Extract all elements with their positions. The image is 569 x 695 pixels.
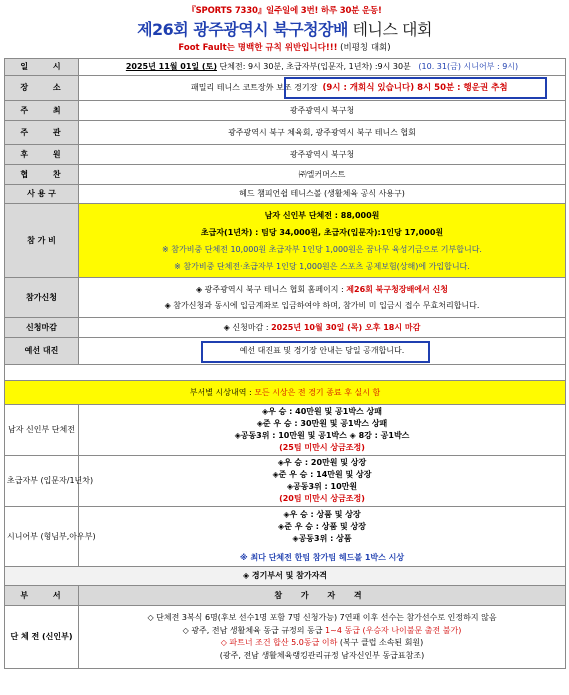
qual-grade: ◇ 광주, 전남 생활체육 동급 규정의 동급: [182, 625, 326, 635]
label-ball: 사 용 구: [5, 185, 79, 204]
col-dept: 부 서: [5, 586, 79, 606]
value-sponsor: 광주광역시 북구청: [79, 145, 566, 165]
row-fee: [5, 204, 566, 278]
men-first: ◈우 승 : 40만원 및 공1박스 상패: [261, 407, 383, 416]
fee-team: 남자 신인부 단체전 : 88,000원: [264, 210, 380, 220]
row-host: [5, 101, 566, 121]
men-second: ◈준 우 승 : 30만원 및 공1박스 상패: [256, 419, 388, 428]
beginner-note: (20팀 미만시 상금조정): [279, 494, 365, 503]
venue-name: 패밀리 테니스 코트장外 보조 경기장: [191, 83, 318, 92]
event-date: 2025년 11월 01일 (토): [125, 62, 217, 71]
row-spacer: [5, 365, 566, 381]
label-venue: 장 소: [5, 76, 79, 101]
value-organizer: 광주광역시 북구 체육회, 광주광역시 북구 테니스 협회: [79, 121, 566, 145]
value-prize-senior: [79, 507, 566, 567]
value-prize-beginner: [79, 456, 566, 507]
title-rest: 테니스 대회: [347, 20, 432, 39]
spacer: [5, 365, 566, 381]
row-date: [5, 59, 566, 76]
row-prize-beginner: [5, 456, 566, 507]
label-draw: 예선 대진: [5, 338, 79, 365]
fee-note-fund: ※ 참가비중 단체전 10,000원 초급자부 1인당 1,000원은 꿈나무 육성기금으로 기부합니다.: [162, 244, 482, 254]
label-sponsor: 후 원: [5, 145, 79, 165]
senior-date: (10. 31(금) 시니어부 : 9시): [418, 62, 519, 71]
label-host: 주 최: [5, 101, 79, 121]
value-prize-men: [79, 405, 566, 456]
deadline-date: 2025년 10월 30일 (목) 오후 18시 마감: [271, 322, 421, 332]
page-title: [0, 17, 569, 40]
value-qual-team: [79, 606, 566, 669]
venue-note: (9시 : 개회식 있습니다) 8시 50분 : 행운권 추첨: [322, 83, 508, 93]
apply-link[interactable]: 제26회 북구청장배에서 신청: [346, 284, 448, 294]
value-support: ㈜엘커머스트: [79, 165, 566, 185]
label-deadline: 신청마감: [5, 318, 79, 338]
row-qual-team: [5, 606, 566, 669]
row-prize-senior: [5, 507, 566, 567]
row-ball: [5, 185, 566, 204]
label-fee: 참 가 비: [5, 204, 79, 278]
apply-line-1: [81, 282, 563, 298]
qual-line-1: ◇ 단체전 3복식 6명(후보 선수1명 포함 7명 신청가능) 7연패 이후 선수는 참가선수로 인정하지 않음: [147, 613, 497, 622]
prize-header-note: 모든 시상은 전 경기 종료 후 실시 함: [254, 387, 381, 397]
label-apply: 참가신청: [5, 278, 79, 318]
prize-footnote: ※ 최다 단체전 한팀 참가팀 헤드볼 1박스 시상: [239, 553, 405, 562]
value-fee: [79, 204, 566, 278]
senior-second: ◈준 우 승 : 상품 및 상장: [278, 522, 366, 531]
row-qual-section: [5, 567, 566, 586]
value-date: [79, 59, 566, 76]
beginner-first: ◈우 승 : 20만원 및 상장: [277, 458, 367, 467]
venue-highlight-box: [284, 77, 547, 99]
apply-site: ◈ 광주광역시 북구 테니스 협회 홈페이지 :: [195, 284, 347, 294]
row-support: [5, 165, 566, 185]
value-draw: 예선 대진표 및 경기장 안내는 당일 공개합니다.: [79, 338, 566, 365]
foot-fault-warning: Foot Fault는 명백한 규칙 위반입니다!!!: [178, 43, 338, 53]
senior-first: ◈우 승 : 상품 및 상장: [283, 510, 361, 519]
label-prize-men: 남자 신인부 단체전: [5, 405, 79, 456]
prize-header-text: 부서별 시상내역 :: [189, 387, 255, 397]
label-support: 협 찬: [5, 165, 79, 185]
row-qual-header: [5, 586, 566, 606]
men-note: (25팀 미만시 상금조정): [279, 443, 365, 452]
value-host: 광주광역시 북구청: [79, 101, 566, 121]
page-header: [0, 0, 569, 58]
fee-beginner: 초급자(1년차) : 팀당 34,000원, 초급자(입문자):1인당 17,000원: [200, 227, 444, 237]
label-prize-senior: 시니어부 (형님부,아우부): [5, 507, 79, 567]
qual-partner-note: (복구 클럽 소속된 회원): [339, 638, 424, 647]
subtitle-note: (비평칭 대회): [337, 43, 391, 53]
row-sponsor: [5, 145, 566, 165]
row-prize-header: [5, 381, 566, 405]
fee-note-insurance: ※ 참가비중 단체전·초급자부 1인당 1,000원은 스포츠 공제보험(상해)에 가입합니다.: [174, 261, 470, 271]
apply-line-2: ◈ 참가신청과 동시에 입금계좌로 입금하여야 하며, 참가비 미 입금시 접수 무효처리합니다.: [164, 300, 480, 310]
qual-grade-note: 1~4 동급 (우승자 나이불문 출전 불가): [325, 625, 462, 635]
qual-partner: ◇ 파트너 조건 합산 5.0동급 이하: [220, 638, 340, 647]
row-apply: [5, 278, 566, 318]
subtitle: [0, 41, 569, 53]
deadline-pre: ◈ 신청마감 :: [223, 322, 272, 332]
prize-header: [5, 381, 566, 405]
label-organizer: 주 관: [5, 121, 79, 145]
men-third: ◈공동3위 : 10만원 및 공1박스 ◈ 8강 : 공1박스: [234, 431, 410, 440]
event-times: 단체전: 9시 30분, 초급자부(입문자, 1년차) :9시 30분: [216, 62, 411, 71]
row-prize-men: [5, 405, 566, 456]
title-main: 제26회 광주광역시 북구청장배: [137, 20, 348, 39]
draw-highlight-box: [201, 341, 430, 363]
beginner-third: ◈공동3위 : 10만원: [286, 482, 358, 491]
beginner-second: ◈준 우 승 : 14만원 및 상장: [272, 470, 372, 479]
value-deadline: [79, 318, 566, 338]
value-apply: [79, 278, 566, 318]
qual-line-2: [81, 625, 563, 638]
qual-line-3: [81, 637, 563, 650]
senior-third: ◈공동3위 : 상품: [292, 534, 352, 543]
label-prize-beginner: 초급자부 (입문자/1년차): [5, 456, 79, 507]
col-qual: 참 가 자 격: [79, 586, 566, 606]
label-qual-team: 단 체 전 (신인부): [5, 606, 79, 669]
qualification-section: ◈ 경기부서 및 참가자격: [5, 567, 566, 586]
tournament-info-table: [4, 58, 566, 669]
label-date: 일 시: [5, 59, 79, 76]
qual-line-4: (광주, 전남 생활체육랭킹관리규정 남자신인부 동급표참조): [219, 650, 425, 660]
promo-banner: 『SPORTS 7330』일주일에 3번! 하루 30분 운동!: [187, 6, 382, 16]
row-deadline: [5, 318, 566, 338]
row-organizer: [5, 121, 566, 145]
value-ball: 헤드 챔피언쉽 테니스볼 (생활체육 공식 사용구): [79, 185, 566, 204]
